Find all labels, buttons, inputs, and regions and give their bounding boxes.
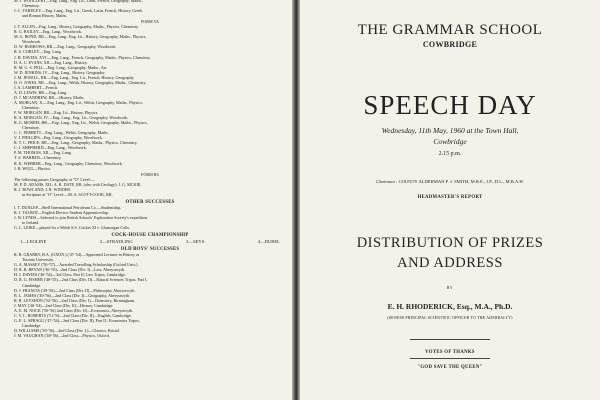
speaker-name: E. H. RHODERICK, Esq., M.A., Ph.D.	[387, 302, 513, 311]
address-heading: AND ADDRESS	[397, 255, 503, 271]
result-line: J. M. JEWELL, RR.—Eng. Lang., Eng. Lit., French, History, Geography.	[14, 74, 135, 80]
result-line: C. V. L. ROBERTS ('51-'54—2nd Class (Div. II)—English, Cambridge.	[14, 312, 132, 318]
divider-top	[410, 339, 490, 340]
distribution-heading: DISTRIBUTION OF PRIZES	[356, 235, 544, 251]
result-line: D. R. B. BEVAN ('46-'55)—2nd Class (Div. I)—Law, Aberystwyth.	[14, 267, 126, 273]
result-line: Chemistry.	[22, 104, 40, 110]
house-rank-3: 3—SEYS	[186, 239, 205, 245]
result-line: M. P. D. ADAMS, XII.; A. R. DATE, RR. (also with Geology); J. G. MCKIE,	[14, 181, 142, 187]
result-line: R. J. TALBOT—English Electric Student Apprenticeship.	[14, 209, 109, 215]
form-heading-va: FORM VA	[141, 19, 159, 25]
result-line: D. W. BURROWS, RR.—Eng. Lang., Geography, Woodwork.	[14, 44, 117, 50]
chairman-name: COUNTY ALDERMAN P. J. SMITH, M.B.E., J.P., D.L., M.B.A.H.	[398, 179, 524, 184]
event-venue-town: Cowbridge	[433, 137, 467, 146]
result-line: V. J. PHILLIPS—Eng. Lang., Geography, Woodwork.	[14, 135, 103, 141]
result-line: J. W. LYNDS—Selected to join British Schools' Exploration Society's expedition	[14, 214, 148, 220]
result-line: Cambridge.	[22, 322, 42, 328]
result-line: J. T. ALLEN—Eng. Lang., History, Geography, Maths., Physics, Chemistry.	[14, 24, 139, 30]
result-line: and Roman History, Maths.	[22, 13, 68, 19]
chairman-line	[300, 179, 600, 184]
house-rank-1: 1—LEOLINE	[20, 239, 47, 245]
old-boys-list	[14, 252, 286, 338]
result-line: D. WILLIAMS ('49-'56)—2nd Class (Div. I.)—Classics, Bristol.	[14, 327, 121, 333]
god-save-the-queen: "GOD SAVE THE QUEEN"	[417, 365, 483, 370]
right-page	[300, 0, 600, 400]
house-rank-4: 4—DUREL	[257, 239, 280, 245]
book-spine	[292, 0, 300, 400]
result-line: W. D. JENKINS, IV.—Eng. Lang., History, Geography.	[14, 69, 106, 75]
house-ranking	[14, 239, 286, 244]
result-line: A. E. M. NOCK ('50-'56) 2nd Class (Div. II)—Economics, Aberystwyth.	[14, 307, 134, 313]
result-line: B. L. JAMES ('49-'56)—2nd Class (Div. I)—Geography, Aberystwyth.	[14, 292, 131, 298]
form-heading-rs: FORM RS	[141, 171, 159, 177]
divider-bottom	[410, 358, 490, 359]
page-title: SPEECH DAY	[363, 90, 537, 120]
result-line: M. J. WOOLLERY—Eng. Lang., Eng. Lit., Latin, French, Geography, Maths.,	[14, 0, 144, 3]
result-line: H. J. DAVIES ('46-'54)—3rd Class, Part II, Law Tripos, Cambridge.	[14, 272, 126, 278]
school-town: COWBRIDGE	[422, 40, 478, 49]
result-line: J. MAY ('46-'54)—2nd Class (Div. II)—History, Cambridge.	[14, 302, 114, 308]
result-line: J. C. YARDLEY—Eng. Lang., Eng. Lit., Greek, Latin, French, History, Greek	[14, 8, 143, 14]
result-line: Cambridge.	[22, 282, 42, 288]
result-line: D. J. FRANCIS ('49-'56)—2nd Class (Div. II)—Philosophy, Aberystwyth.	[14, 287, 136, 293]
result-line: J. A. LAMBERT—French.	[14, 84, 59, 90]
result-line: R. A. MORGAN, IV.—Eng. Lang., Eng. Lit., Geography, Woodwork.	[14, 115, 129, 121]
result-line: The following passes Geography at "O" Level:—	[14, 176, 95, 182]
result-line: J. R. WIGG—Physics.	[14, 165, 52, 171]
result-line: Woodwork.	[22, 39, 42, 45]
results-group-upper	[14, 0, 286, 18]
result-line: F. W. MORGAN, RR.—Eng. Lit., History, Physics.	[14, 110, 99, 116]
left-page	[0, 0, 292, 400]
result-line: J. H. DAVIES, XVI.—Eng. Lang., French, Geography, Maths., Physics, Chemistry.	[14, 54, 151, 60]
result-line: R. J. ROWLAND; I. R. WINDER.	[14, 186, 72, 192]
chairman-label: Chairman :	[376, 179, 398, 184]
result-line: R. G. BAILEY—Eng. Lang., Woodwork.	[14, 29, 83, 35]
other-successes-list	[14, 205, 286, 230]
result-line: C. C. PERRETT—Eng. Lang., Welsh, Geography, Maths.	[14, 130, 109, 136]
headmaster-report: HEADMASTER'S REPORT	[417, 195, 483, 200]
result-line: G. A. MASSEY ('50-'57)—Awarded Travelling Scholarship (Oxford Univ.).	[14, 262, 139, 268]
result-line: G. L. LEIKE—played for a Welsh S.S. Cricket XI v. Glamorgan Colts.	[14, 225, 131, 231]
result-line: R. T. C. PRICE, RR.—Eng. Lang., Geography, Maths., Physics, Chemistry.	[14, 140, 138, 146]
results-group-form-va	[14, 24, 286, 170]
result-line: C. J. SHEPHERD—Eng. Lang., Woodwork.	[14, 145, 87, 151]
result-line: Toronto University.	[22, 257, 54, 263]
event-date-venue: Wednesday, 11th May, 1960 at the Town Hall,	[381, 126, 519, 135]
result-line: Chemistry.	[22, 3, 40, 9]
result-line: P. M. THOMAS, XII.—Eng. Lang.	[14, 150, 72, 156]
result-line: T. S. WARREN—Chemistry.	[14, 155, 62, 161]
result-line: G. E. L. SPRAGG ('47-'54)—2nd Class (Div. II), Part II., Economics Tripos,	[14, 317, 140, 323]
result-line: D. A. C. EVANS, XII.—Eng. Lang., History.	[14, 59, 88, 65]
result-line: Chemistry.	[22, 125, 40, 131]
result-line: M. G. BOND, RR.—Eng. Lang., Eng. Lit., History, Geography, Maths., Physics,	[14, 34, 147, 40]
speaker-position: (SENIOR PRINCIPAL SCIENTIFIC OFFICER TO THE ADMIRALTY)	[387, 316, 513, 320]
result-line: A. D. LEWIS, RR.—Eng. Lang.	[14, 89, 68, 95]
result-line: in Scripture at "O" Level:—M. A. SCOTT-COOK, RR.	[22, 191, 113, 197]
cock-house-heading: COCK-HOUSE CHAMPIONSHIP	[111, 233, 189, 239]
result-line: R. B. GRABBY, B.A. (OXON.) ('47-'54)—Appointed Lecturer in History at	[14, 252, 139, 258]
result-line: D. J. MCANDREW, RR.—History, Maths.	[14, 94, 85, 100]
result-line: R. M. G. S. FELL—Eng. Lang., Geography, Maths., Art.	[14, 64, 108, 70]
event-time: 2.15 p.m.	[438, 151, 462, 157]
by-label: BY	[446, 286, 454, 290]
other-successes-heading: OTHER SUCCESSES	[125, 199, 175, 205]
result-line: to Iceland.	[22, 220, 40, 226]
school-name: THE GRAMMAR SCHOOL	[357, 22, 543, 38]
house-rank-2: 2—STRADLING	[99, 239, 133, 245]
prize-list-column	[14, 0, 286, 338]
old-boys-heading: OLD BOYS' SUCCESSES	[120, 247, 180, 253]
result-line: R. R. LEYSHON ('52-'56)—2nd Class (Div. I)—Chemistry, Birmingham.	[14, 297, 136, 303]
result-line: I. T. DUNLEP—Shell International Petroleum Co.—Studentship.	[14, 204, 122, 210]
result-line: R. S. CORLEY—Eng. Lang.	[14, 49, 62, 55]
result-line: J. M. VAUGHAN ('48-'56)—2nd Class—Physics, Oxford.	[14, 333, 110, 338]
result-line: R. G. MORRIS, RR.—Eng. Lang., Eng. Lit., Welsh, Geography, Maths., Physics,	[14, 120, 148, 126]
result-line: D. O. JONES, RR.—Eng. Lang., Welsh, History, Geography, Maths., Chemistry.	[14, 79, 147, 85]
result-line: D. R. G. FISHER ('48-'55)—2nd Class (Div. II)—Natural Sciences Tripos, Part I,	[14, 277, 148, 283]
result-line: R. K. WEBBER—Eng. Lang., Geography, Chemistry, Woodwork.	[14, 160, 123, 166]
votes-of-thanks: VOTES OF THANKS	[425, 350, 475, 355]
result-line: A. MORGAN, X.—Eng. Lang., Eng. Lit., Welsh, Geography, Maths., Physics,	[14, 99, 143, 105]
results-group-form-rs	[14, 177, 286, 197]
